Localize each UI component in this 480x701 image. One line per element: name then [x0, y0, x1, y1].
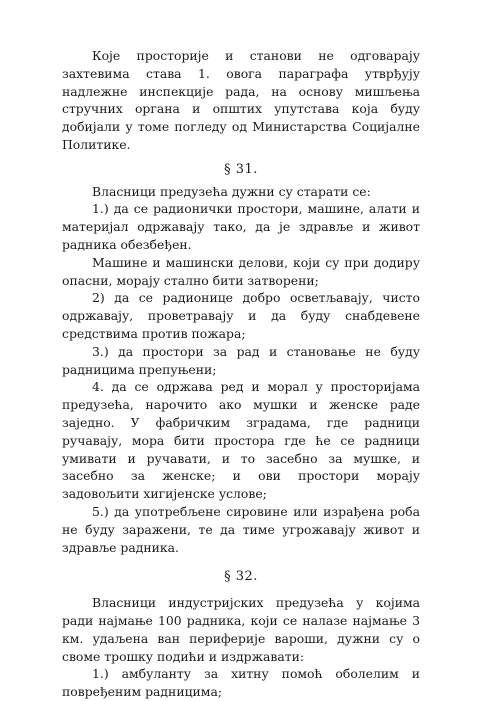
section-31-paragraph: 2) да се радионице добро осветљавају, чисто одржавају, проветравају и да буду снабдевене средствима против пожара; — [62, 290, 420, 341]
section-31-paragraph: Машине и машински делови, који су при додиру опасни, морају стално бити затворени; — [62, 254, 420, 288]
section-31-paragraph: Власници предузећа дужни су старати се: — [92, 183, 371, 199]
intro-paragraph: Које просторије и станови не одговарају захтевима става 1. овога параграфа утврђују надлежне инспекције рада, на основу мишљења стручних органа и општих упутстава која буду добијали у томе погледу од Министарства Социјалне Политике. — [62, 48, 420, 152]
section-31-heading: § 31. — [224, 161, 258, 177]
document-page — [62, 47, 420, 701]
section-31-paragraph: 4. да се одржава ред и морал у просторијама предузећа, нарочито ако мушки и женске раде заједно. У фабричким зградама, где радници ручавају, мора бити простора где ће се радници умивати и ручавати, и то засебно за мушке, и засебно за женске; и ови простори морају задовољити хигијенске услове; — [62, 379, 420, 502]
section-32-paragraph: Власници индустријских предузећа у којима ради најмање 100 радника, који се налазе најмање 3 км. удаљена ван периферије вароши, дужни су о своме трошку подићи и издржавати: — [62, 595, 420, 664]
section-32-paragraph: 1.) амбуланту за хитну помоћ оболелим и повређеним радницима; — [62, 666, 420, 700]
section-31-paragraph: 3.) да простори за рад и становање не буду радницима препуњени; — [62, 343, 420, 377]
section-31-paragraph: 5.) да употребљене сировине или израђена роба не буду заражени, те да тиме угрожавају живот и здравље радника. — [62, 503, 420, 555]
section-31-paragraph: 1.) да се радионички простори, машине, алати и материјал одржавају тако, да је здравље и живот радника обезбеђен. — [62, 201, 420, 252]
section-32-heading: § 32. — [224, 569, 258, 585]
